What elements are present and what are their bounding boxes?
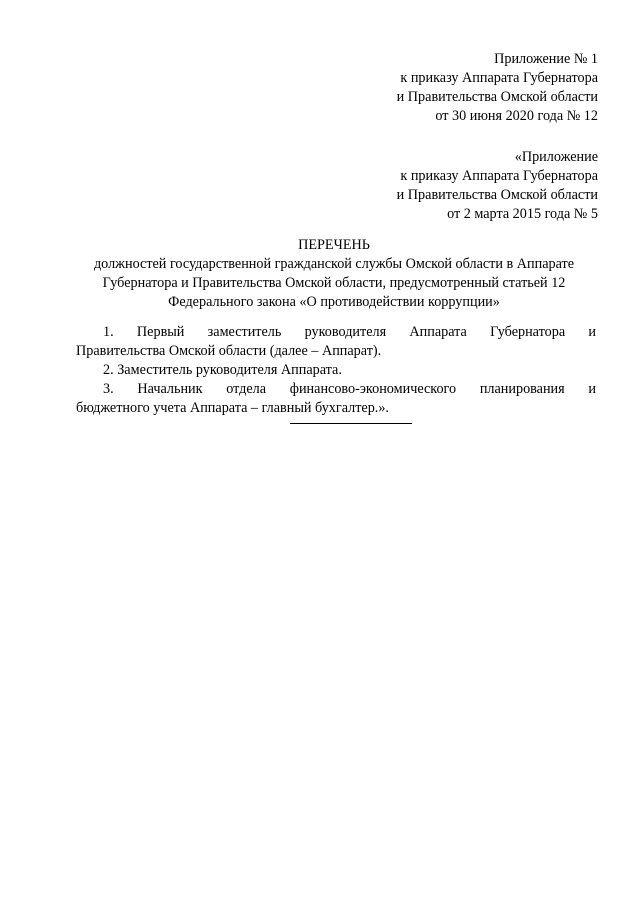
title-line: должностей государственной гражданской службы Омской области в Аппарате — [93, 256, 575, 272]
previous-order-issuer: и Правительства Омской области — [396, 187, 598, 203]
appendix-header-previous — [397, 148, 598, 224]
positions-list — [76, 323, 596, 418]
appendix-header-current — [397, 50, 598, 126]
title-line: Федерального закона «О противодействии коррупции» — [168, 294, 500, 310]
title-line: Губернатора и Правительства Омской области, предусмотренный статьей 12 — [102, 275, 566, 291]
appendix-order-date: от 30 июня 2020 года № 12 — [435, 108, 598, 124]
document-title — [70, 236, 598, 312]
appendix-number: Приложение № 1 — [494, 51, 598, 67]
list-item-2: 2. Заместитель руководителя Аппарата. — [103, 362, 342, 378]
previous-appendix-label: «Приложение — [514, 149, 598, 165]
closing-divider — [290, 423, 412, 424]
list-item-3-continuation: бюджетного учета Аппарата – главный бухгалтер.». — [76, 400, 389, 416]
previous-order-date: от 2 марта 2015 года № 5 — [447, 206, 598, 222]
appendix-order-issuer: и Правительства Омской области — [396, 89, 598, 105]
previous-order-ref: к приказу Аппарата Губернатора — [400, 168, 598, 184]
title-heading: ПЕРЕЧЕНЬ — [298, 237, 370, 253]
appendix-order-ref: к приказу Аппарата Губернатора — [400, 70, 598, 86]
list-item-1-continuation: Правительства Омской области (далее – Аппарат). — [76, 343, 382, 359]
list-item-3-line: 3. Начальник отдела финансово-экономического планирования и — [103, 381, 596, 397]
list-item-1-line: 1. Первый заместитель руководителя Аппарата Губернатора и — [103, 324, 596, 340]
